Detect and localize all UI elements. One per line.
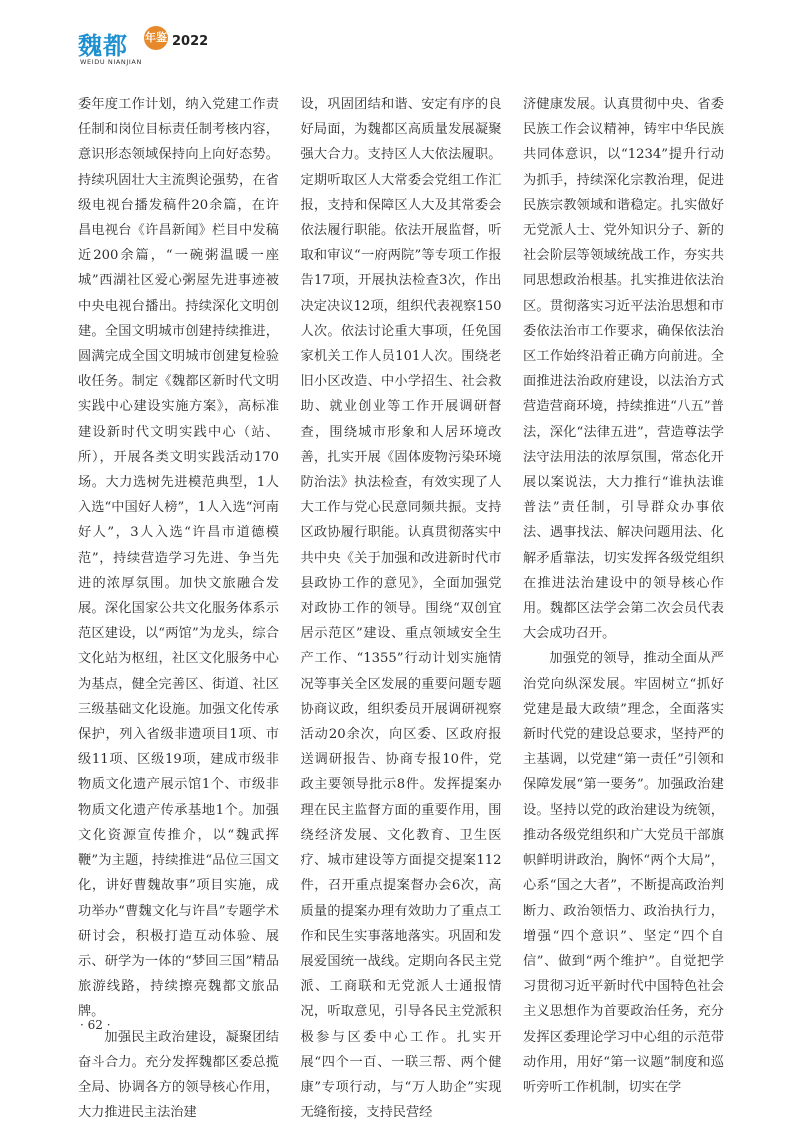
text-column-1 — [78, 92, 279, 1121]
paragraph: 设，巩固团结和谐、安定有序的良好局面，为魏都区高质量发展凝聚强大合力。支持区人大依法履职。定期听取区人大常委会党组工作汇报，支持和保障区人大及其常委会依法履行职能。依法开展监督，听取和审议“一府两院”等专项工作报告17项，开展执法检查3次，作出决定决议12项，组织代表视察150人次。依法讨论重大事项，任免国家机关工作人员101人次。围绕老旧小区改造、中小学招生、社会救助、就业创业等工作开展调研督查，围绕城市形象和人居环境改善，扎实开展《固体废物污染环境防治法》执法检查，有效实现了人大工作与党心民意同频共振。支持区政协履行职能。认真贯彻落实中共中央《关于加强和改进新时代市县政协工作的意见》，全面加强党对政协工作的领导。围绕“双创宜居示范区”建设、重点领域安全生产工作、“1355”行动计划实施情况等事关全区发展的重要问题专题协商议政，组织委员开展调研视察活动20余次，向区委、区政府报送调研报告、协商专报10件，党政主要领导批示8件。发挥提案办理在民主监督方面的重要作用，围绕经济发展、文化教育、卫生医疗、城市建设等方面提交提案112件，召开重点提案督办会6次，高质量的提案办理有效助力了重点工作和民生实事落地落实。巩固和发展爱国统一战线。定期向各民主党派、工商联和无党派人士通报情况，听取意见，引导各民主党派积极参与区委中心工作。扎实开展“四个一百、一联三帮、两个健康”专项行动，与“万人助企”实现无缝衔接，支持民营经 — [300, 97, 502, 1121]
page-number: · 62 · — [80, 1018, 111, 1032]
masthead-year: 2022 — [172, 34, 209, 49]
paragraph: 加强党的领导，推动全面从严治党向纵深发展。牢固树立“抓好党建是最大政绩”理念，全面落实新时代党的建设总要求，坚持严的主基调，以党建“第一责任”引领和保障发展“第一要务”。加强政治建设。坚持以党的政治建设为统领，推动各级党组织和广大党员干部旗帜鲜明讲政治，胸怀“两个大局”，心系“国之大者”，不断提高政治判断力、政治领悟力、政治执行力，增强“四个意识”、坚定“四个自信”、做到“两个维护”。自觉把学习贯彻习近平新时代中国特色社会主义思想作为首要政治任务，充分发挥区委理论学习中心组的示范带动作用，用好“第一议题”制度和巡听旁听工作机制，切实在学 — [523, 651, 724, 1095]
article-body — [78, 92, 724, 1121]
text-column-2 — [300, 92, 502, 1121]
text-column-3 — [523, 92, 724, 1095]
paragraph: 委年度工作计划，纳入党建工作责任制和岗位目标责任制考核内容，意识形态领域保持向上向好态势。持续巩固壮大主流舆论强势，在省级电视台播发稿件20余篇，在许昌电视台《许昌新闻》栏目中发稿近200余篇，“一碗粥温暖一座城”西湖社区爱心粥屋先进事迹被中央电视台播出。持续深化文明创建。全国文明城市创建持续推进，圆满完成全国文明城市创建复检验收任务。制定《魏都区新时代文明实践中心建设实施方案》，高标准建设新时代文明实践中心（站、所），开展各类文明实践活动170场。大力选树先进模范典型，1人入选“中国好人榜”，1人入选“河南好人”，3人入选“许昌市道德模范”，持续营造学习先进、争当先进的浓厚氛围。加快文旅融合发展。深化国家公共文化服务体系示范区建设，以“两馆”为龙头，综合文化站为枢纽，社区文化服务中心为基点，健全完善区、街道、社区三级基础文化设施。加强文化传承保护，列入省级非遗项目1项、市级11项、区级19项，建成市级非物质文化遗产展示馆1个、市级非物质文化遗产传承基地1个。加强文化资源宣传推介，以“魏武挥鞭”为主题，持续推进“品位三国文化，讲好曹魏故事”项目实施，成功举办“曹魏文化与许昌”专题学术研讨会，积极打造互动体验、展示、研学为一体的“梦回三国”精品旅游线路，持续擦亮魏都文旅品牌。 — [78, 97, 279, 1020]
paragraph: 济健康发展。认真贯彻中央、省委民族工作会议精神，铸牢中华民族共同体意识，以“1234”提升行动为抓手，持续深化宗教治理，促进民族宗教领域和谐稳定。扎实做好无党派人士、党外知识分子、新的社会阶层等领域统战工作，夯实共同思想政治根基。扎实推进依法治区。贯彻落实习近平法治思想和市委依法治市工作要求，确保依法治区工作始终沿着正确方向前进。全面推进法治政府建设，以法治方式营造营商环境，持续推进“八五”普法，深化“法律五进”，营造尊法学法守法用法的浓厚氛围，常态化开展以案说法，大力推行“谁执法谁普法”责任制，引导群众办事依法、遇事找法、解决问题用法、化解矛盾靠法，切实发挥各级党组织在推进法治建设中的领导核心作用。魏都区法学会第二次会员代表大会成功召开。 — [523, 97, 724, 642]
masthead — [78, 22, 258, 72]
masthead-subtitle: WEIDU NIANJIAN — [80, 58, 142, 66]
paragraph: 加强民主政治建设，凝聚团结奋斗合力。充分发挥魏都区委总揽全局、协调各方的领导核心作用，大力推进民主法治建 — [78, 1029, 279, 1121]
masthead-title: 魏都 — [78, 32, 128, 60]
masthead-badge: 年鉴 — [144, 26, 168, 50]
